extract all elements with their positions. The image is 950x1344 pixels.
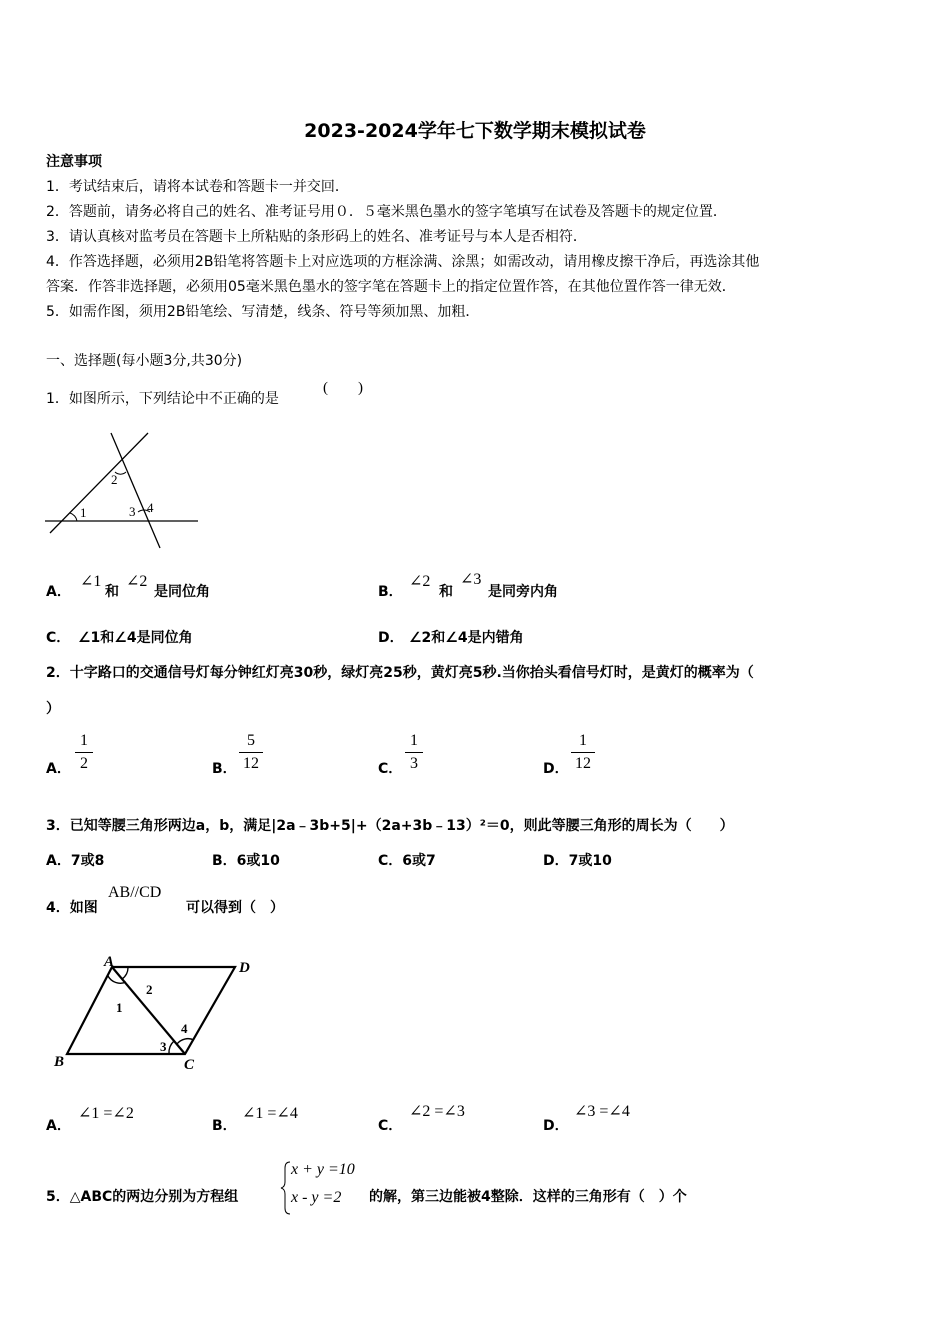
fig-label-3: 3 [160, 1039, 167, 1054]
fig-label-b: B [54, 1054, 65, 1070]
q1-option-b-and: 和 [439, 584, 453, 600]
q2-option-c-label: C． [378, 761, 403, 777]
q1-option-a-text: 是同位角 [154, 584, 210, 600]
denominator: 12 [575, 755, 591, 772]
section-heading: 一、选择题(每小题3分,共30分) [46, 353, 243, 369]
q1-figure [40, 428, 210, 553]
fig-label-4: 4 [147, 500, 154, 515]
q5-stem-post: 的解，第三边能被4整除．这样的三角形有（ ）个 [369, 1189, 687, 1205]
q5-stem-pre: 5．△ABC的两边分别为方程组 [46, 1189, 239, 1205]
fig-label-d: D [239, 960, 250, 976]
q4-option-c-math: ∠2 =∠3 [409, 1103, 465, 1120]
fig-label-4: 4 [181, 1021, 188, 1036]
fig-label-1: 1 [80, 505, 87, 520]
q4-option-a-label: A． [46, 1118, 71, 1134]
q1-option-d-label: D． [378, 630, 404, 646]
q4-option-c-label: C． [378, 1118, 403, 1134]
q4-option-b-label: B． [212, 1118, 237, 1134]
denominator: 12 [243, 755, 259, 772]
q3-option-d: D．7或10 [543, 853, 612, 869]
denominator: 3 [410, 755, 418, 772]
q4-option-b-math: ∠1 =∠4 [242, 1105, 298, 1122]
fig-label-3: 3 [129, 504, 136, 519]
q2-option-c-fraction [405, 732, 423, 773]
q1-option-a-angle1: ∠1 [80, 573, 102, 590]
q4-figure [50, 950, 260, 1075]
q1-option-d-text: ∠2和∠4是内错角 [409, 630, 524, 646]
q1-option-a-angle2: ∠2 [126, 573, 148, 590]
diagonal-ac [112, 967, 185, 1054]
q2-option-d-fraction [571, 732, 595, 773]
parallelogram [67, 967, 235, 1054]
notice-item: 3．请认真核对监考员在答题卡上所粘贴的条形码上的姓名、准考证号与本人是否相符． [46, 229, 587, 245]
notice-item: 5．如需作图，须用2B铅笔绘、写清楚，线条、符号等须加黑、加粗． [46, 304, 480, 320]
q1-stem: 1．如图所示，下列结论中不正确的是 [46, 391, 279, 407]
q2-stem: 2．十字路口的交通信号灯每分钟红灯亮30秒，绿灯亮25秒，黄灯亮5秒.当你抬头看信号灯时，是黄灯的概率为（ [46, 665, 754, 681]
fig-label-2: 2 [146, 982, 153, 997]
q2-option-b-fraction [239, 732, 263, 773]
q4-math: AB//CD [108, 884, 162, 901]
q1-option-b-angle2: ∠3 [460, 571, 482, 588]
angle-arc-2 [122, 967, 128, 979]
q1-option-b-angle1: ∠2 [409, 573, 431, 590]
q1-option-b-text: 是同旁内角 [488, 584, 558, 600]
q4-option-d-label: D． [543, 1118, 569, 1134]
q2-option-d-label: D． [543, 761, 569, 777]
numerator: 1 [80, 732, 88, 749]
q1-paren: ( ) [323, 380, 363, 396]
fig-label-a: A [104, 954, 115, 970]
notice-item: 2．答题前，请务必将自己的姓名、准考证号用０．５毫米黑色墨水的签字笔填写在试卷及答题卡的规定位置． [46, 204, 727, 220]
denominator: 2 [80, 755, 88, 772]
page-title: 2023-2024学年七下数学期末模拟试卷 [304, 120, 646, 142]
fig-label-2: 2 [111, 472, 118, 487]
numerator: 5 [247, 732, 255, 749]
q1-option-c-label: C． [46, 630, 71, 646]
transversal-line-2 [111, 433, 160, 548]
q5-equation-1: x + y =10 [291, 1161, 355, 1178]
notice-heading: 注意事项 [46, 154, 102, 170]
q2-stem-end: ） [46, 701, 60, 717]
q5-equation-2: x - y =2 [291, 1189, 342, 1206]
q4-stem-post: 可以得到（ ） [186, 900, 284, 916]
fig-label-c: C [184, 1057, 195, 1073]
q1-option-a-and: 和 [105, 584, 119, 600]
q4-option-a-math: ∠1 =∠2 [78, 1105, 134, 1122]
angle-arc-1 [70, 513, 77, 521]
q3-option-b: B．6或10 [212, 853, 280, 869]
q3-option-c: C．6或7 [378, 853, 436, 869]
notice-item: 4．作答选择题，必须用2B铅笔将答题卡上对应选项的方框涂满、涂黑；如需改动，请用橡皮擦干净后，再选涂其他 [46, 254, 760, 270]
q4-option-d-math: ∠3 =∠4 [574, 1103, 630, 1120]
q2-option-a-label: A． [46, 761, 71, 777]
q1-option-c-text: ∠1和∠4是同位角 [78, 630, 193, 646]
q2-option-b-label: B． [212, 761, 237, 777]
fig-label-1: 1 [116, 1000, 123, 1015]
numerator: 1 [410, 732, 418, 749]
q2-option-a-fraction [75, 732, 93, 773]
q3-stem: 3．已知等腰三角形两边a，b，满足|2a﹣3b+5|+（2a+3b﹣13）²＝0，则此等腰三角形的周长为（ ） [46, 818, 734, 834]
q4-stem-pre: 4．如图 [46, 900, 98, 916]
q1-option-b-label: B． [378, 584, 403, 600]
notice-item: 答案．作答非选择题，必须用05毫米黑色墨水的签字笔在答题卡上的指定位置作答，在其他位置作答一律无效． [46, 279, 736, 295]
numerator: 1 [579, 732, 587, 749]
angle-arc-3 [169, 1041, 174, 1054]
notice-item: 1．考试结束后，请将本试卷和答题卡一并交回． [46, 179, 349, 195]
q3-option-a: A．7或8 [46, 853, 105, 869]
q1-option-a-label: A． [46, 584, 71, 600]
